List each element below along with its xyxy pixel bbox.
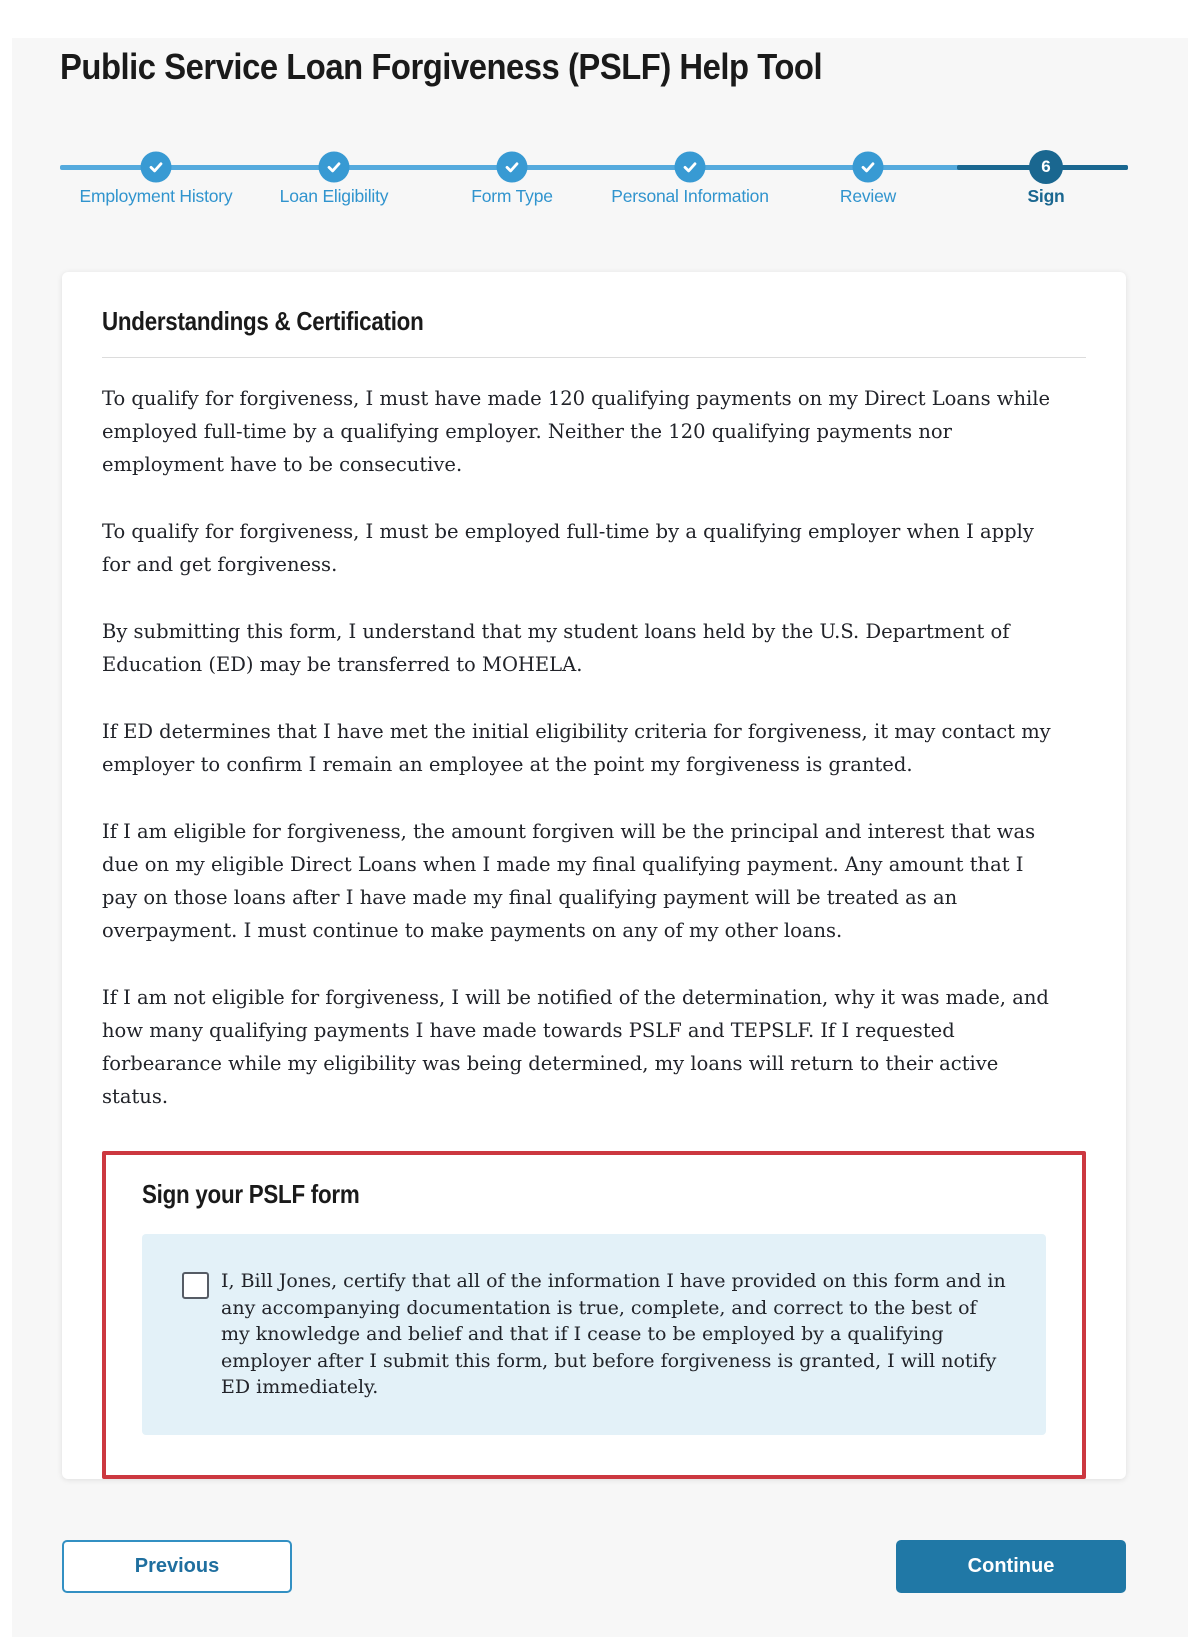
understanding-paragraph: If I am not eligible for forgiveness, I will be notified of the determination, why it was made, and how many qualifying payments I have made towards PSLF and TEPSLF. If I requested forbearance while my eligibility was being determined, my loans will return to their active status. <box>102 986 1049 1108</box>
understanding-paragraph: To qualify for forgiveness, I must have made 120 qualifying payments on my Direct Loans while employed full-time by a qualifying employer. Neither the 120 qualifying payments nor employment have to be consecutive. <box>102 387 1051 476</box>
stepper-step-active-circle: 6 <box>1029 150 1063 184</box>
understandings-heading: Understandings & Certification <box>102 306 424 336</box>
understanding-paragraph: By submitting this form, I understand that my student loans held by the U.S. Department of Education (ED) may be transferred to MOHELA. <box>102 620 1010 676</box>
stepper-step-complete-circle <box>675 152 706 183</box>
continue-button[interactable]: Continue <box>896 1540 1126 1593</box>
stepper-step-label: Loan Eligibility <box>279 186 389 206</box>
certification-text: I, Bill Jones, certify that all of the information I have provided on this form and in any accompanying documentation is true, complete, and correct to the best of my knowledge and belief and that if I cease to be employed by a qualifying employer after I submit this form, but before forgiveness is granted, I will notify ED immediately. <box>221 1270 1006 1398</box>
stepper-step-label: Sign <box>1027 186 1065 206</box>
understanding-paragraph: To qualify for forgiveness, I must be employed full-time by a qualifying employer when I apply for and get forgiveness. <box>102 520 1034 576</box>
certification-checkbox[interactable] <box>182 1272 209 1299</box>
stepper-step-complete-circle <box>141 152 172 183</box>
check-icon <box>504 159 521 176</box>
stepper-step-label: Personal Information <box>611 186 769 206</box>
check-icon <box>682 159 699 176</box>
stepper-step-complete-circle <box>497 152 528 183</box>
stepper-step-label: Review <box>839 186 897 206</box>
stepper-step-complete-circle <box>853 152 884 183</box>
sign-heading: Sign your PSLF form <box>142 1179 360 1209</box>
page-title: Public Service Loan Forgiveness (PSLF) Help Tool <box>60 46 823 87</box>
previous-button[interactable]: Previous <box>62 1540 292 1593</box>
sign-section-highlight <box>102 1151 1086 1479</box>
check-icon <box>326 159 343 176</box>
heading-divider <box>102 357 1086 358</box>
form-card <box>62 272 1126 1479</box>
progress-stepper <box>0 0 1200 230</box>
understandings-paragraphs <box>102 382 1086 1115</box>
stepper-step-complete-circle <box>319 152 350 183</box>
footer-actions <box>62 1540 1126 1593</box>
understanding-paragraph: If ED determines that I have met the initial eligibility criteria for forgiveness, it may contact my employer to confirm I remain an employee at the point my forgiveness is granted. <box>102 720 1051 776</box>
certification-box <box>142 1234 1046 1435</box>
understanding-paragraph: If I am eligible for forgiveness, the amount forgiven will be the principal and interest that was due on my eligible Direct Loans when I made my final qualifying payment. Any amount that I pay on those loans after I have made my final qualifying payment will be treated as an overpayment. I must continue to make payments on any of my other loans. <box>102 820 1036 942</box>
check-icon <box>148 159 165 176</box>
stepper-step-label: Form Type <box>471 186 553 206</box>
stepper-step-label: Employment History <box>79 186 233 206</box>
check-icon <box>860 159 877 176</box>
